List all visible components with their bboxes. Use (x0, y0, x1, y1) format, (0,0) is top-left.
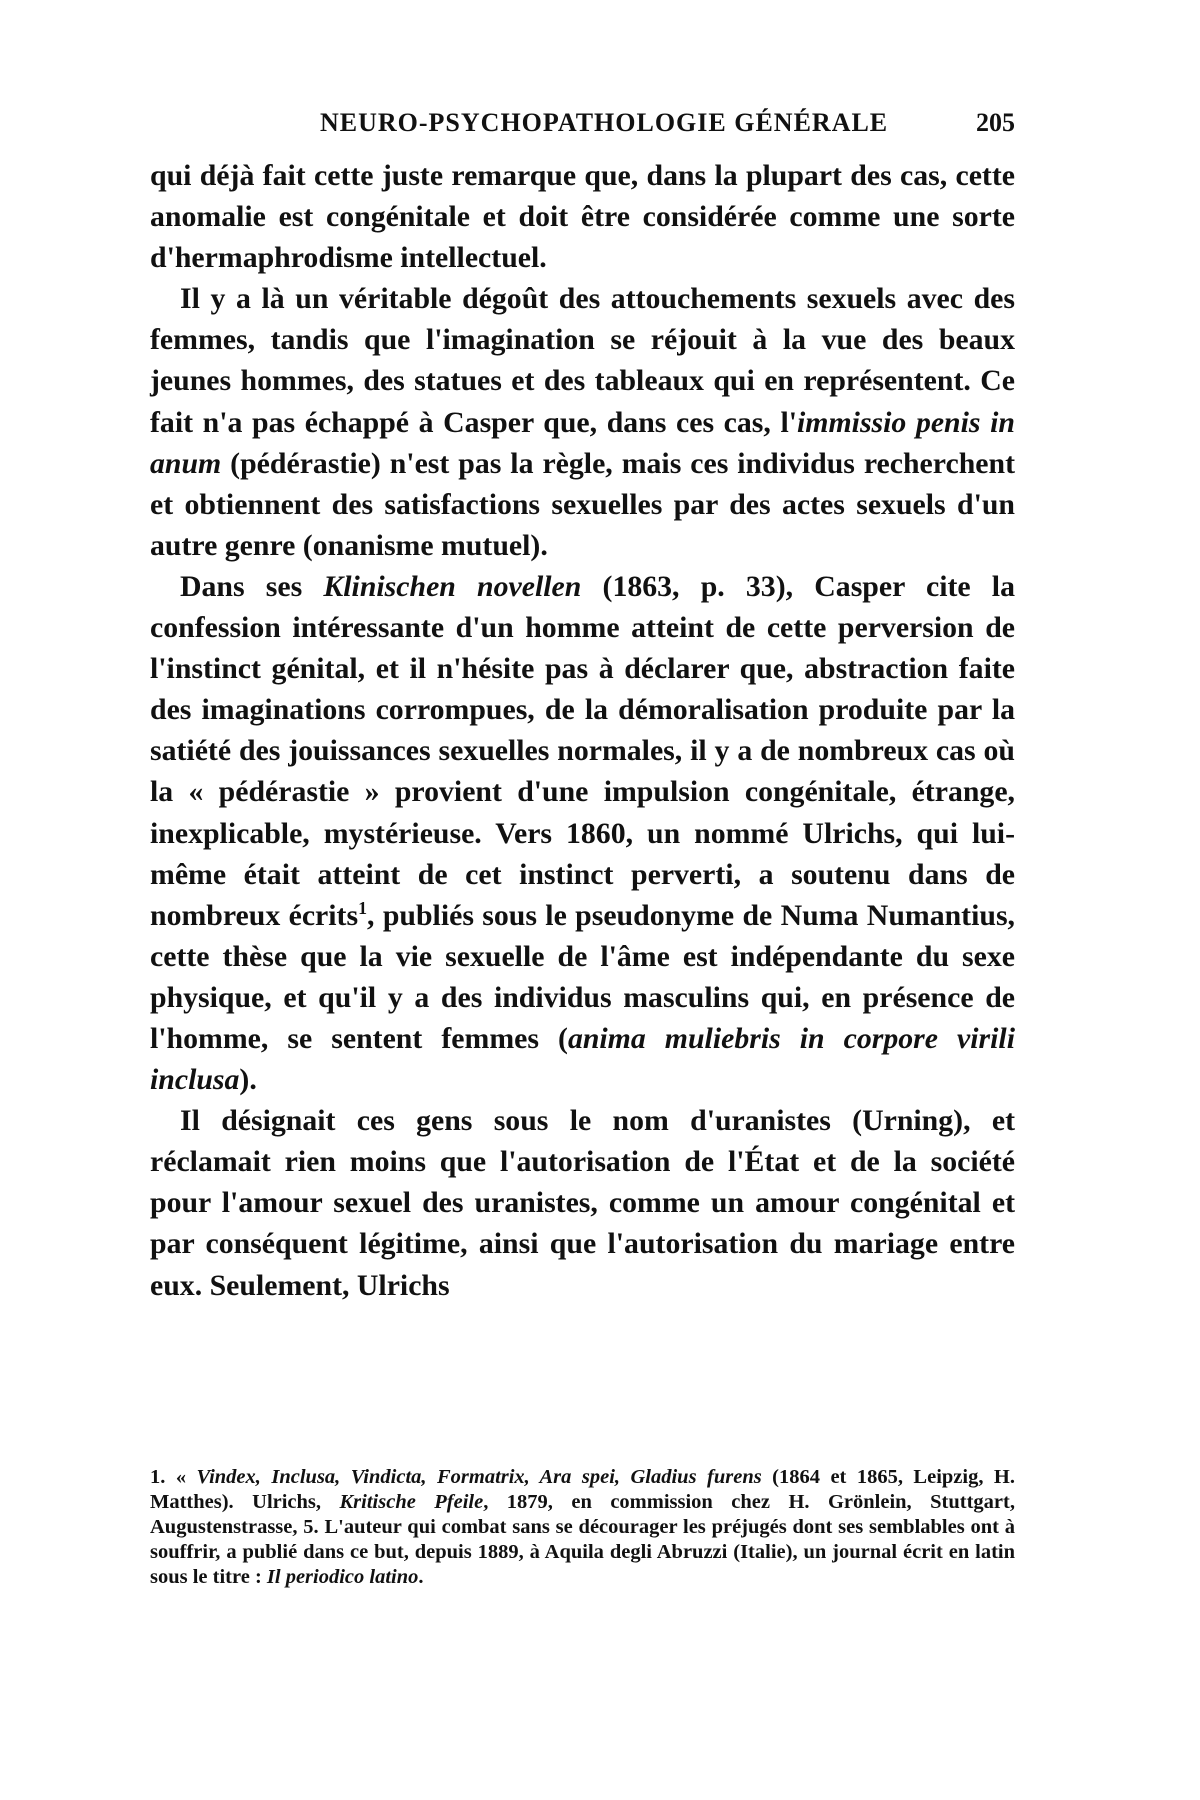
footnote-titles: Vindex, Inclusa, Vindicta, Formatrix, Ara spei, Gladius furens (196, 1466, 762, 1488)
page-number: 205 (976, 108, 1015, 137)
page-header (150, 108, 1015, 148)
running-title: NEURO-PSYCHOPATHOLOGIE GÉNÉRALE (320, 108, 889, 137)
paragraph-2-text-a: Il y a là un véritable dégoût des attouchements sexuels avec des femmes, tandis que l'imagination se réjouit à la vue des beaux jeunes hommes, des statues et des tableaux qui en représentent. Ce fait n'a pas échappé à Casper que, dans ces cas, l' (150, 282, 1015, 439)
paragraph-3-text-d: ). (239, 1063, 257, 1097)
footnote-text-1: (1864 et 1865, Leipzig, H. Matthes). Ulrichs, (150, 1466, 1015, 1513)
body-text (150, 155, 1015, 1306)
footnote-journal-title: Il periodico latino (266, 1566, 419, 1588)
footnote-text-2: , 1879, en commission chez H. Grönlein, Stuttgart, Augustenstrasse, 5. L'auteur qui combat sans se décourager les préjugés dont ses semblables ont à souffrir, a publié dans ce but, depuis 1889, à Aquila degli Abruzzi (Italie), un journal écrit en latin sous le titre : (150, 1491, 1015, 1588)
footnote-1 (150, 1465, 1015, 1590)
footnote-book-title: Kritische Pfeile (339, 1491, 484, 1513)
paragraph-2 (150, 278, 1015, 566)
footnote-reference[interactable]: 1 (358, 897, 368, 918)
paragraph-1 (150, 155, 1015, 278)
paragraph-3-latin-phrase: anima muliebris in corpore virili inclusa (150, 1021, 1015, 1097)
paragraph-3-text-a: Dans ses (180, 569, 324, 603)
paragraph-1-text: qui déjà fait cette juste remarque que, dans la plupart des cas, cette anomalie est congénitale et doit être considérée comme une sorte d'hermaphrodisme intellectuel. (150, 159, 1015, 275)
paragraph-3 (150, 566, 1015, 1100)
paragraph-3-text-b: (1863, p. 33), Casper cite la confession intéressante d'un homme atteint de cette perversion de l'instinct génital, et il n'hésite pas à déclarer que, abstraction faite des imaginations corrompues, de la démoralisation produite par la satiété des jouissances sexuelles normales, il y a de nombreux cas où la « pédérastie » provient d'une impulsion congénitale, étrange, inexplicable, mystérieuse. Vers 1860, un nommé Ulrichs, qui lui-même était atteint de cet instinct perverti, a soutenu dans de nombreux écrits (150, 569, 1015, 932)
paragraph-2-latin-phrase: immissio penis in anum (150, 405, 1015, 480)
paragraph-2-text-b: (pédérastie) n'est pas la règle, mais ces individus recherchent et obtiennent des satisfactions sexuelles par des actes sexuels d'un autre genre (onanisme mutuel). (150, 446, 1015, 562)
paragraph-4-text: Il désignait ces gens sous le nom d'uranistes (Urning), et réclamait rien moins que l'autorisation de l'État et de la société pour l'amour sexuel des uranistes, comme un amour congénital et par conséquent légitime, ainsi que l'autorisation du mariage entre eux. Seulement, Ulrichs (150, 1104, 1015, 1302)
paragraph-3-text-c: , publiés sous le pseudonyme de Numa Numantius, cette thèse que la vie sexuelle de l'âme est indépendante du sexe physique, et qu'il y a des individus masculins qui, en présence de l'homme, se sentent femmes ( (150, 898, 1015, 1055)
paragraph-3-book-title: Klinischen novellen (323, 569, 582, 603)
footnotes (150, 1465, 1015, 1590)
footnote-marker: 1. « (150, 1466, 197, 1488)
footnote-text-3: . (418, 1566, 424, 1588)
paragraph-4 (150, 1100, 1015, 1305)
